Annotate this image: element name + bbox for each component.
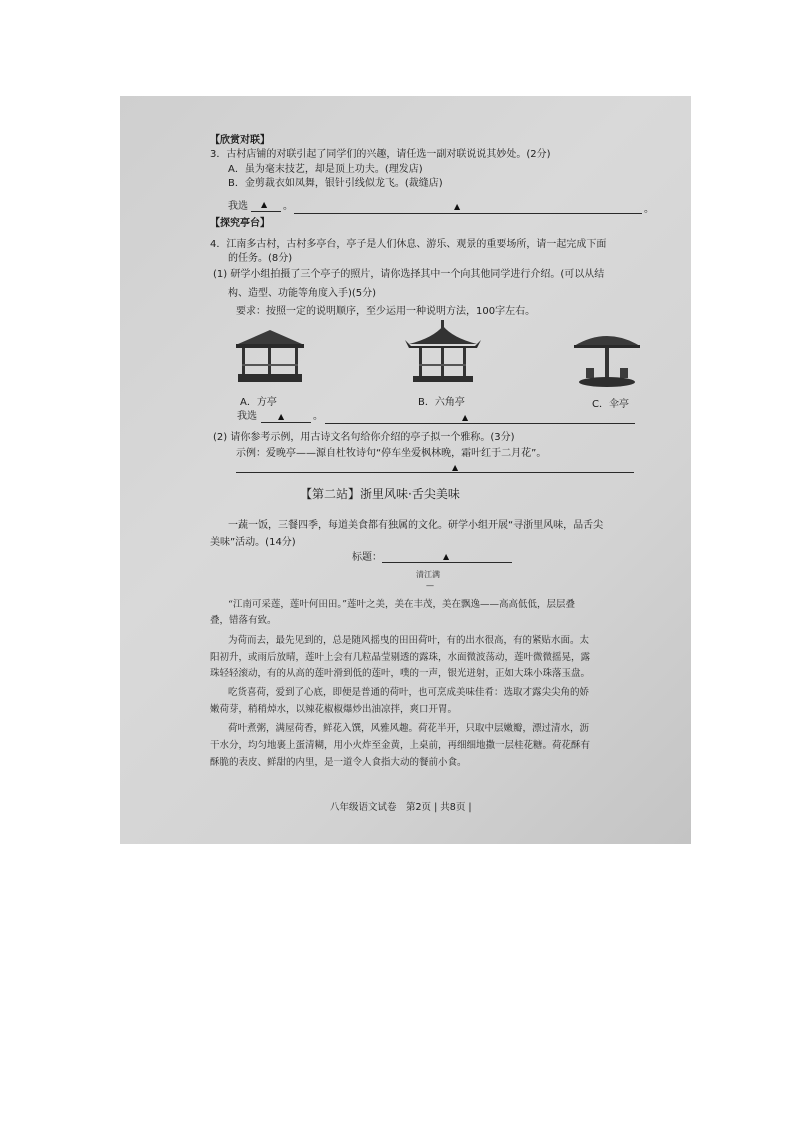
article-para2-line3: 珠轻轻滚动，有的从高的莲叶滑到低的莲叶，噗的一声，银光迸射，正如大珠小珠落玉盘。 xyxy=(210,668,591,679)
station-2-title: 【第二站】浙里风味·舌尖美味 xyxy=(300,487,460,501)
q4-name-answer-blank[interactable] xyxy=(236,472,634,473)
question-4-stem-line2: 的任务。(8分) xyxy=(228,253,293,264)
blank-marker-icon: ▲ xyxy=(278,412,285,421)
q4-intro-answer-blank[interactable] xyxy=(325,423,635,424)
article-para4-line3: 酥脆的表皮、鲜甜的内里，是一道令人食指大动的餐前小食。 xyxy=(210,757,467,768)
station-2-intro-line2: 美味”活动。(14分) xyxy=(210,537,296,548)
article-para4-line2: 干水分，均匀地裹上蛋清糊，用小火炸至金黄，上桌前，再细细地撒一层桂花糖。荷花酥有 xyxy=(210,740,591,751)
blank-marker-icon: ▲ xyxy=(462,413,469,422)
article-para1-line2: 叠，错落有致。 xyxy=(210,615,277,626)
blank-marker-icon: ▲ xyxy=(443,552,450,561)
headline-answer-blank[interactable] xyxy=(382,562,512,563)
exam-page: 【欣赏对联】 3．古村店铺的对联引起了同学们的兴趣，请任选一副对联说说其妙处。(2分) A．虽为毫末技艺，却是顶上功夫。(理发店) B．金剪裁衣如凤舞，银针引线似龙飞。(裁缝店) 我选 ▲ 。 ▲ 。 【探究亭台】 4．江南多古村，古村多亭台，亭子是人们休息、游乐、观景的重要场所，请一起完成下面 的任务。(8分) (1) 研学小组拍摄了三个亭子的照片，请你选择其中一个向其他同学进行介绍。(可以从结 构、造型、功能等角度入手)(5分) 要求：按照一定的说明顺序，至少运用一种说明方法，100字左右。 A．方亭 B．六角亭 C．伞亭 我选 ▲ 。 ▲ (2) 请你参考示例，用古诗文名句给你介绍的亭子拟一个雅称。(3分) 示例：爱晚亭——源自杜牧诗句“停车坐爱枫林晚，霜叶红于二月花”。 ▲ 【第二站】浙里风味·舌尖美味 一蔬一饭，三餐四季，每道美食都有独属的文化。研学小组开展“寻浙里风味，品舌尖 美味”活动。(14分) 标题： ▲ 清江满 — “江南可采莲，莲叶何田田。”莲叶之美，美在丰茂，美在飘逸——高高低低，层层叠 叠，错落有致。 为荷而去，最先见到的，总是随风摇曳的田田荷叶，有的出水很高，有的紧贴水面。太 阳初升，或雨后放晴，莲叶上会有几粒晶莹剔透的露珠，水面微波荡动，莲叶微微摇晃，露 珠轻轻滚动，有的从高的莲叶滑到低的莲叶，噗的一声，银光迸射，正如大珠小珠落玉盘。 吃货喜荷，爱到了心底，即便是普通的荷叶，也可烹成美味佳肴：选取才露尖尖角的娇 嫩荷芽，稍稍焯水，以辣花椒椒爆炒出油凉拌，爽口开胃。 荷叶煮粥，满屋荷香，鲜花入馔，风雅风趣。荷花半开，只取中层嫩瓣，漂过清水，沥 干水分，均匀地裹上蛋清糊，用小火炸至金黄，上桌前，再细细地撒一层桂花糖。荷花酥有 酥脆的表皮、鲜甜的内里，是一道令人食指大动的餐前小食。 八年级语文试卷 第2页 | 共8页 | xyxy=(210,135,654,813)
article-para3-line2: 嫩荷芽，稍稍焯水，以辣花椒椒爆炒出油凉拌，爽口开胃。 xyxy=(210,704,458,715)
blank-marker-icon: ▲ xyxy=(452,463,459,472)
question-4-sub2-example: 示例：爱晚亭——源自杜牧诗句“停车坐爱枫林晚，霜叶红于二月花”。 xyxy=(236,448,547,459)
square-pavilion-icon xyxy=(232,328,308,388)
pavilion-b-caption: B．六角亭 xyxy=(418,397,465,408)
scanned-exam-photo xyxy=(120,96,691,844)
blank-marker-icon: ▲ xyxy=(454,202,461,211)
question-4-requirement: 要求：按照一定的说明顺序，至少运用一种说明方法，100字左右。 xyxy=(236,306,536,317)
headline-label: 标题： xyxy=(352,552,382,563)
question-4-answer-prefix: 我选 xyxy=(237,411,257,422)
question-3-option-b: B．金剪裁衣如凤舞，银针引线似龙飞。(裁缝店) xyxy=(228,178,443,189)
hexagonal-pavilion-icon xyxy=(403,318,483,388)
article-para2-line1: 为荷而去，最先见到的，总是随风摇曳的田田荷叶，有的出水很高，有的紧贴水面。太 xyxy=(228,635,590,646)
station-2-intro-line1: 一蔬一饭，三餐四季，每道美食都有独属的文化。研学小组开展“寻浙里风味，品舌尖 xyxy=(228,520,604,531)
question-4-stem-line1: 4．江南多古村，古村多亭台，亭子是人们休息、游乐、观景的重要场所，请一起完成下面 xyxy=(210,239,607,250)
section-heading-pavilion: 【探究亭台】 xyxy=(210,218,270,229)
question-3-answer-prefix: 我选 xyxy=(228,201,248,212)
article-para1-line1: “江南可采莲，莲叶何田田。”莲叶之美，美在丰茂，美在飘逸——高高低低，层层叠 xyxy=(228,599,575,610)
question-4-sub1-line2: 构、造型、功能等角度入手)(5分) xyxy=(228,288,377,299)
question-3-option-a: A．虽为毫末技艺，却是顶上功夫。(理发店) xyxy=(228,164,423,175)
q4-choice-blank[interactable] xyxy=(261,422,311,423)
q3-choice-blank[interactable] xyxy=(251,211,281,212)
article-author: 清江满 xyxy=(416,570,440,579)
article-para4-line1: 荷叶煮粥，满屋荷香，鲜花入馔，风雅风趣。荷花半开，只取中层嫩瓣，漂过清水，沥 xyxy=(228,723,590,734)
article-para3-line1: 吃货喜荷，爱到了心底，即便是普通的荷叶，也可烹成美味佳肴：选取才露尖尖角的娇 xyxy=(228,687,590,698)
blank-marker-icon: ▲ xyxy=(261,200,268,209)
umbrella-pavilion-icon xyxy=(572,330,642,392)
author-dash: — xyxy=(426,581,434,590)
pavilion-c-caption: C．伞亭 xyxy=(592,399,629,410)
question-4-sub1-line1: (1) 研学小组拍摄了三个亭子的照片，请你选择其中一个向其他同学进行介绍。(可以从结 xyxy=(213,269,605,280)
section-heading-couplet: 【欣赏对联】 xyxy=(210,135,270,146)
pavilion-a-caption: A．方亭 xyxy=(240,397,277,408)
q3-answer-blank[interactable] xyxy=(294,213,642,214)
page-footer: 八年级语文试卷 第2页 | 共8页 | xyxy=(330,802,472,813)
article-para2-line2: 阳初升，或雨后放晴，莲叶上会有几粒晶莹剔透的露珠，水面微波荡动，莲叶微微摇晃，露 xyxy=(210,652,591,663)
question-3-stem: 3．古村店铺的对联引起了同学们的兴趣，请任选一副对联说说其妙处。(2分) xyxy=(210,149,551,160)
question-4-sub2-line1: (2) 请你参考示例，用古诗文名句给你介绍的亭子拟一个雅称。(3分) xyxy=(213,432,515,443)
